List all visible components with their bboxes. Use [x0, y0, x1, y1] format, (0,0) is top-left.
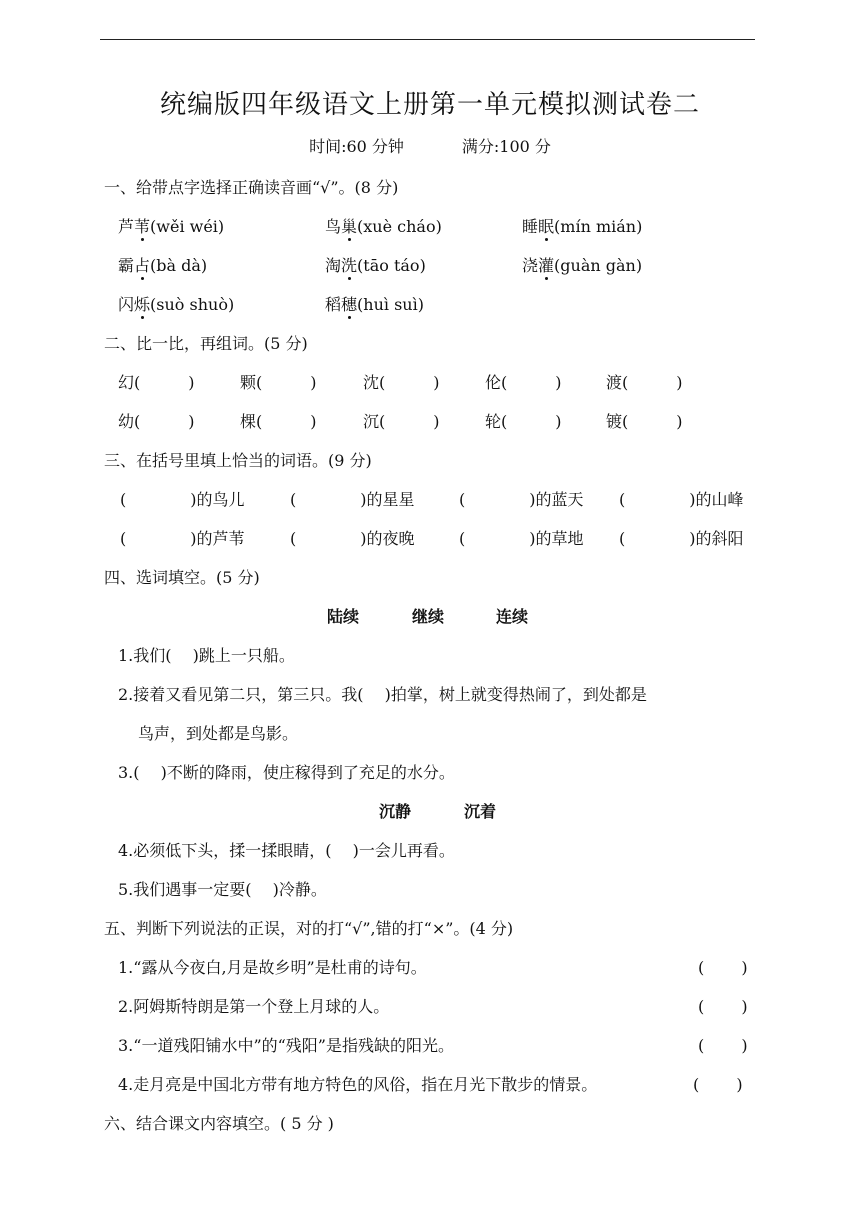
section-6-heading: 六、结合课文内容填空。( 5 分 ): [104, 1114, 334, 1133]
pinyin-item: 淘洗(tāo táo): [325, 256, 426, 275]
pinyin-item: 霸占(bà dà): [118, 256, 208, 275]
answer-blank: ( ): [698, 958, 748, 977]
answer-blank: ( ): [693, 1075, 743, 1094]
pinyin-item: 睡眠(mín mián): [522, 217, 643, 236]
pinyin-item: 浇灌(guàn gàn): [522, 256, 643, 275]
compare-word: 沉( ): [363, 412, 440, 431]
answer-blank: ( ): [698, 1036, 748, 1055]
fill-phrase: ( )的芦苇: [120, 529, 245, 548]
pinyin-item: 闪烁(suò shuò): [118, 295, 235, 314]
word-option: 沉静: [379, 802, 412, 821]
question-2-cont: 鸟声，到处都是鸟影。: [138, 724, 299, 743]
compare-word: 幼( ): [118, 412, 195, 431]
pinyin-item: 稻穗(huì suì): [325, 295, 424, 314]
fill-phrase: ( )的山峰: [619, 490, 744, 509]
judge-item: 3.“一道残阳铺水中”的“残阳”是指残缺的阳光。: [118, 1036, 454, 1055]
compare-word: 颗( ): [240, 373, 317, 392]
fill-phrase: ( )的斜阳: [619, 529, 744, 548]
compare-word: 轮( ): [485, 412, 562, 431]
judge-item: 1.“露从今夜白,月是故乡明”是杜甫的诗句。: [118, 958, 427, 977]
word-option: 继续: [412, 607, 445, 626]
word-option: 陆续: [327, 607, 360, 626]
top-rule: [100, 39, 755, 40]
fill-phrase: ( )的夜晚: [290, 529, 415, 548]
exam-info: [0, 134, 860, 157]
section-3-heading: 三、在括号里填上恰当的词语。(9 分): [104, 451, 372, 470]
fill-phrase: ( )的蓝天: [459, 490, 584, 509]
page-title: 统编版四年级语文上册第一单元模拟测试卷二: [159, 90, 700, 120]
fill-phrase: ( )的草地: [459, 529, 584, 548]
compare-word: 棵( ): [240, 412, 317, 431]
full-score: 满分:100 分: [461, 137, 551, 156]
question-3: 3.( )不断的降雨，使庄稼得到了充足的水分。: [118, 763, 455, 782]
fill-phrase: ( )的鸟儿: [120, 490, 245, 509]
section-5-heading: 五、判断下列说法的正误，对的打“√”,错的打“×”。(4 分): [104, 919, 514, 938]
judge-item: 2.阿姆斯特朗是第一个登上月球的人。: [118, 997, 390, 1016]
time-limit: 时间:60 分钟: [309, 137, 404, 156]
compare-word: 沈( ): [363, 373, 440, 392]
compare-word: 渡( ): [606, 373, 683, 392]
word-option: 连续: [496, 607, 529, 626]
compare-word: 伦( ): [485, 373, 562, 392]
question-5: 5.我们遇事一定要( )冷静。: [118, 880, 327, 899]
fill-phrase: ( )的星星: [290, 490, 415, 509]
answer-blank: ( ): [698, 997, 748, 1016]
pinyin-item: 芦苇(wěi wéi): [118, 217, 225, 236]
section-1-heading: 一、给带点字选择正确读音画“√”。(8 分): [104, 178, 399, 197]
compare-word: 幻( ): [118, 373, 195, 392]
judge-item: 4.走月亮是中国北方带有地方特色的风俗，指在月光下散步的情景。: [118, 1075, 598, 1094]
question-1: 1.我们( )跳上一只船。: [118, 646, 295, 665]
compare-word: 镀( ): [606, 412, 683, 431]
word-option: 沉着: [464, 802, 497, 821]
section-2-heading: 二、比一比，再组词。(5 分): [104, 334, 308, 353]
question-2: 2.接着又看见第二只，第三只。我( )拍掌，树上就变得热闹了，到处都是: [118, 685, 647, 704]
pinyin-item: 鸟巢(xuè cháo): [325, 217, 442, 236]
question-4: 4.必须低下头，揉一揉眼睛，( )一会儿再看。: [118, 841, 455, 860]
section-4-heading: 四、选词填空。(5 分): [104, 568, 260, 587]
